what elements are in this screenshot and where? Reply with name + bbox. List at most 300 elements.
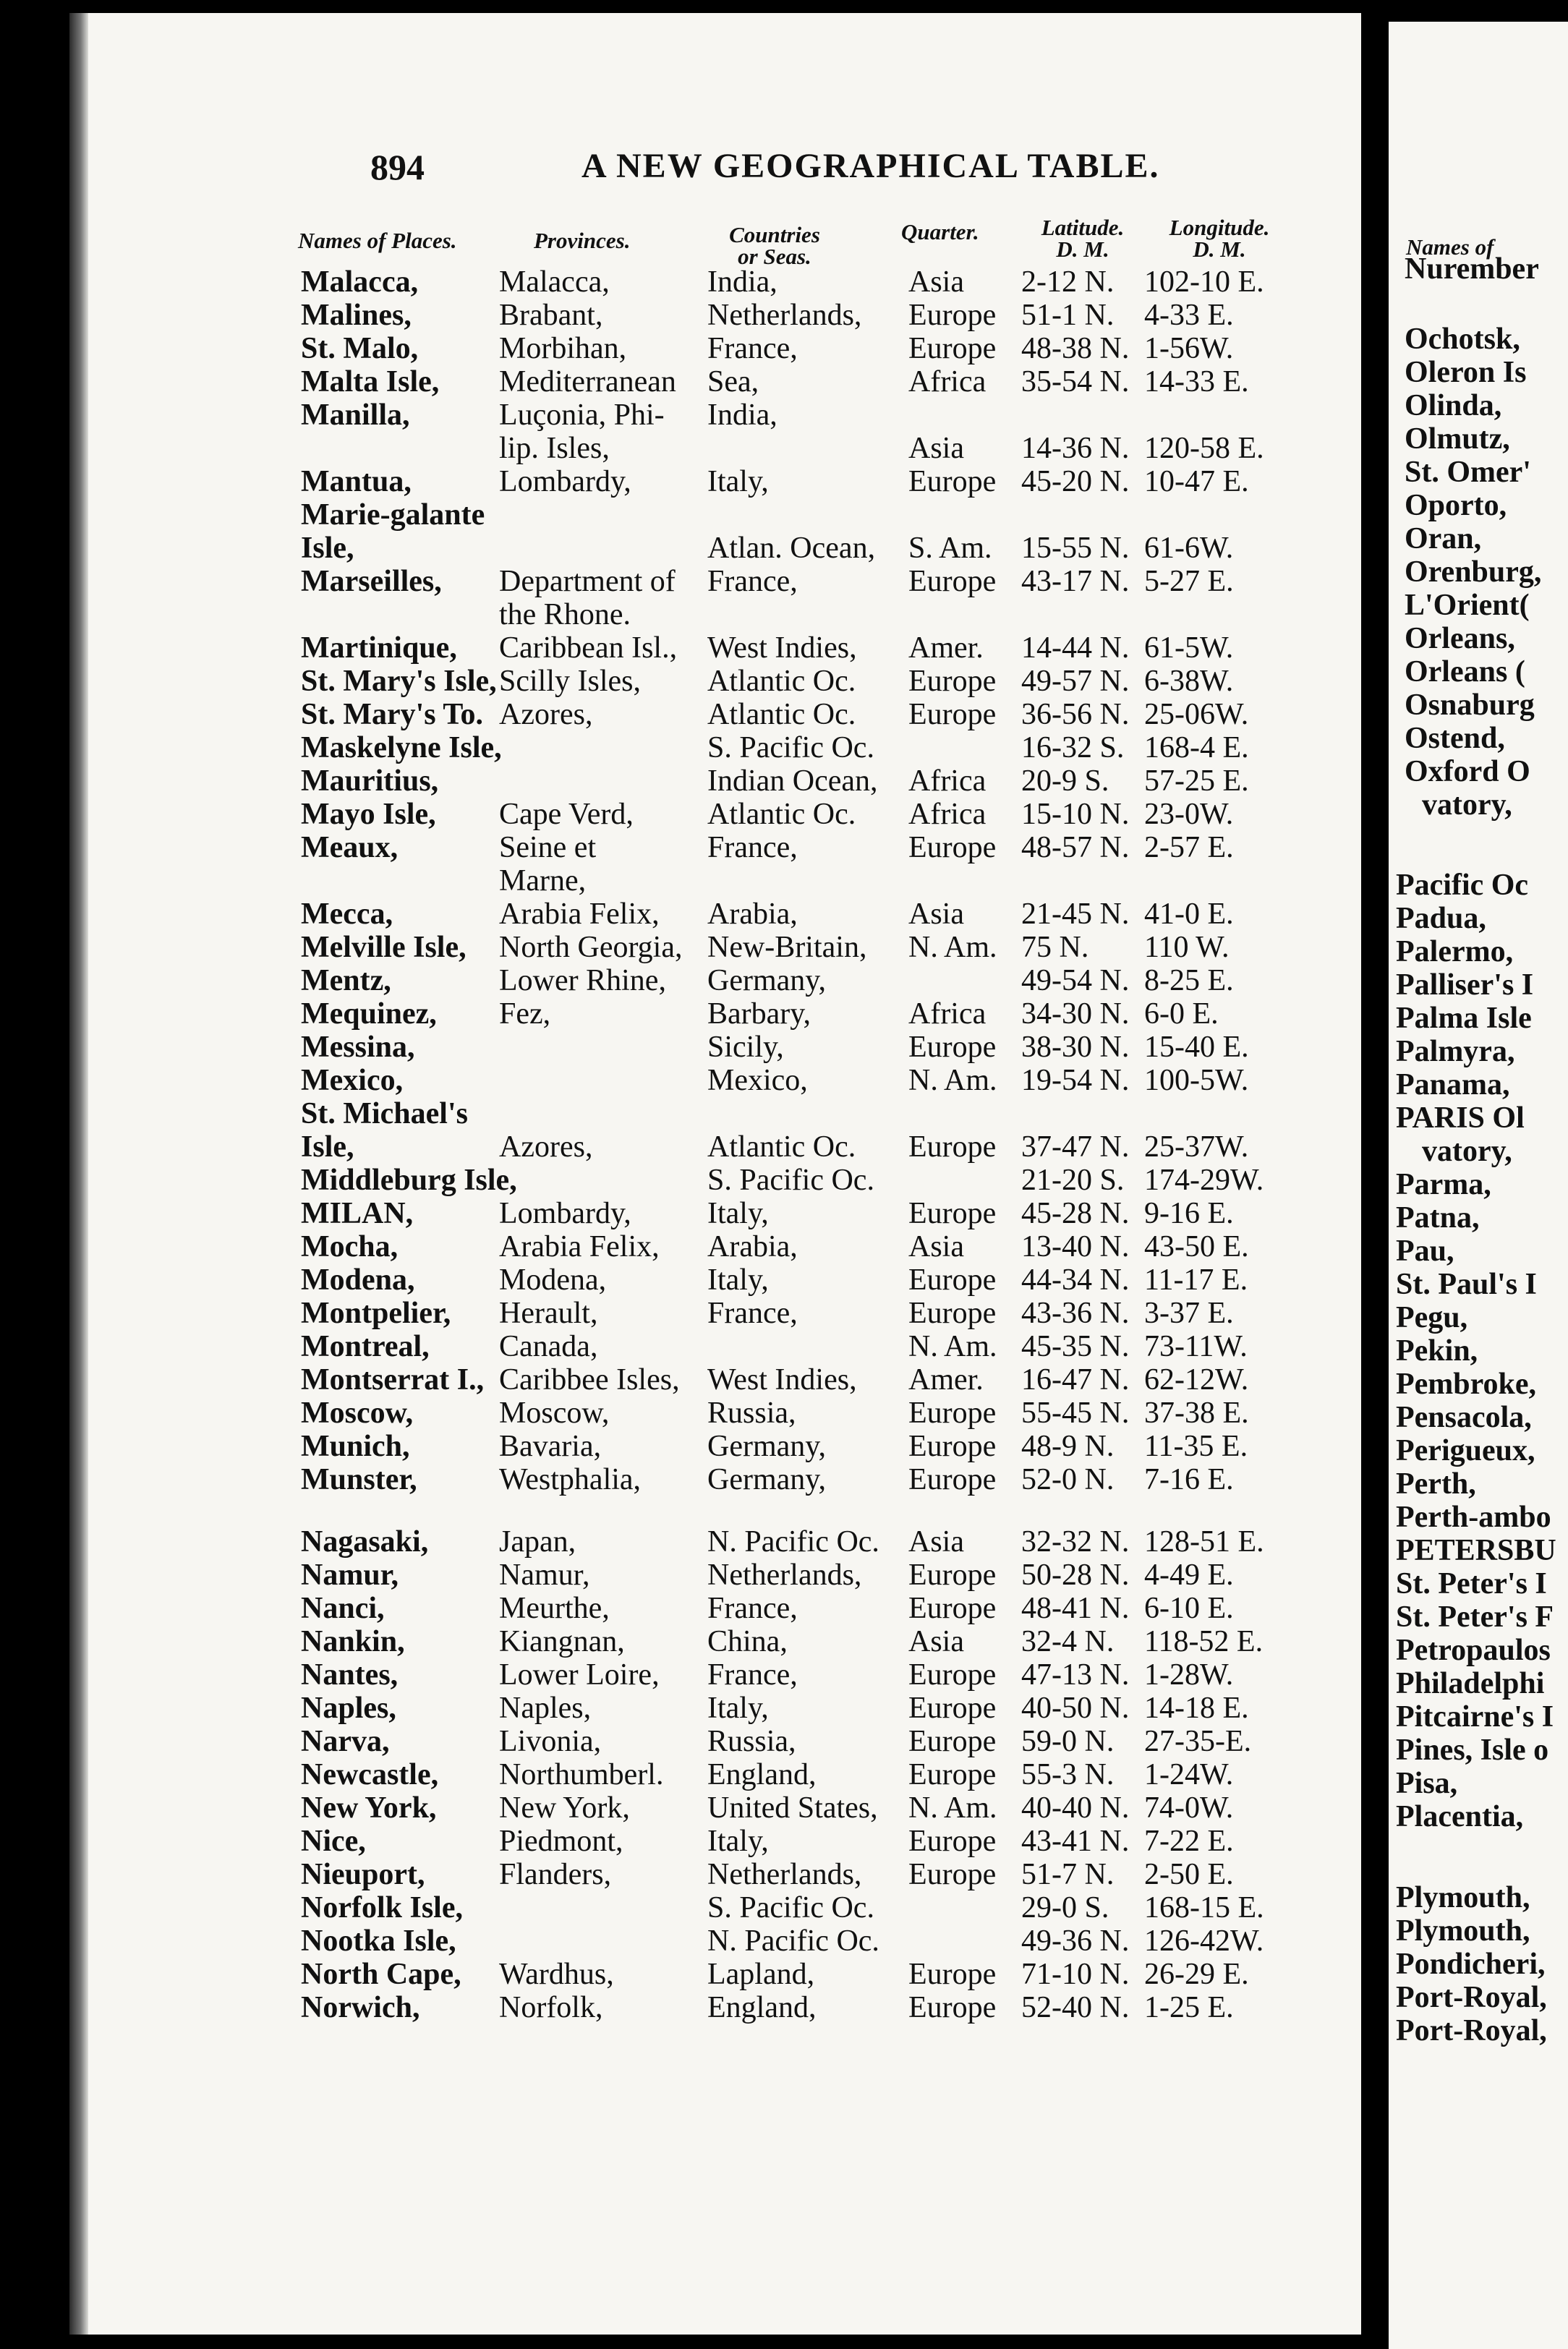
facing-page-entry: Orenburg, [1405,555,1542,589]
latitude: 20-9 S. [1021,764,1109,798]
longitude: 62-12W. [1144,1363,1249,1397]
table-row [69,1658,1361,1692]
quarter: Asia [908,1625,964,1658]
table-row [69,1096,1361,1131]
latitude: 15-55 N. [1021,532,1130,565]
place-name: Marseilles, [301,565,442,598]
facing-page-entry: Patna, [1396,1201,1480,1235]
province: Lower Loire, [499,1658,660,1692]
country-or-sea: France, [707,831,798,864]
country-or-sea: Sicily, [707,1031,784,1064]
country-or-sea: Barbary, [707,997,811,1031]
table-row [69,897,1361,932]
country-or-sea: S. Pacific Oc. [707,1164,874,1197]
country-or-sea: France, [707,1592,798,1625]
longitude: 41-0 E. [1144,898,1234,931]
quarter: N. Am. [908,1330,997,1363]
longitude: 110 W. [1144,931,1230,964]
longitude: 14-18 E. [1144,1692,1249,1725]
longitude: 4-49 E. [1144,1559,1234,1592]
province: Modena, [499,1263,607,1297]
province: Mediterranean [499,365,676,398]
latitude: 14-36 N. [1021,432,1130,465]
facing-page-entry: Perigueux, [1396,1434,1535,1467]
longitude: 2-50 E. [1144,1858,1234,1891]
place-name: Malta Isle, [301,365,440,398]
facing-page-entry: Pondicheri, [1396,1948,1546,1981]
latitude: 15-10 N. [1021,798,1130,831]
facing-page-entry: vatory, [1422,788,1512,822]
place-name: Marie-galante [301,498,485,532]
table-row [69,1396,1361,1431]
facing-page-entry: Petropaulos [1396,1634,1551,1667]
facing-page-entry: Padua, [1396,902,1486,935]
longitude: 73-11W. [1144,1330,1248,1363]
country-or-sea: S. Pacific Oc. [707,731,874,764]
facing-page-entry: Pembroke, [1396,1368,1537,1401]
table-row [69,1924,1361,1958]
country-or-sea: China, [707,1625,788,1658]
quarter: Asia [908,898,964,931]
place-name: Norwich, [301,1991,420,2024]
facing-page-entry: Palliser's I [1396,968,1534,1002]
latitude: 52-0 N. [1021,1463,1115,1496]
province: Azores, [499,698,593,731]
longitude: 23-0W. [1144,798,1234,831]
facing-page-entry: Pensacola, [1396,1401,1532,1434]
latitude: 45-35 N. [1021,1330,1130,1363]
place-name: Nieuport, [301,1858,425,1891]
country-or-sea: Lapland, [707,1958,815,1991]
province: Westphalia, [499,1463,642,1496]
province: Arabia Felix, [499,1230,660,1263]
place-name: St. Michael's [301,1097,468,1130]
place-name: Narva, [301,1725,390,1758]
latitude: 48-57 N. [1021,831,1130,864]
facing-page-entry: Olinda, [1405,389,1502,422]
quarter: Europe [908,1958,997,1991]
facing-page-entry: Perth, [1396,1467,1476,1501]
facing-page-entry: Port-Royal, [1396,1981,1547,2014]
province: Morbihan, [499,332,627,365]
province: New York, [499,1791,630,1825]
latitude: 13-40 N. [1021,1230,1130,1263]
province: Malacca, [499,265,610,299]
table-row [69,1558,1361,1593]
country-or-sea: Netherlands, [707,1858,862,1891]
quarter: Europe [908,1397,997,1430]
quarter: Europe [908,465,997,498]
province: Scilly Isles, [499,665,641,698]
place-name: North Cape, [301,1958,461,1991]
place-name: Manilla, [301,398,410,432]
place-name: Nanci, [301,1592,385,1625]
place-name: Mocha, [301,1230,399,1263]
latitude: 47-13 N. [1021,1658,1130,1692]
province: Caribbee Isles, [499,1363,680,1397]
facing-page-entry: St. Peter's I [1396,1567,1547,1600]
table-row [69,1691,1361,1726]
quarter: Amer. [908,1363,984,1397]
facing-page-entry: Osnaburg [1405,688,1535,722]
quarter: Europe [908,1130,997,1164]
country-or-sea: N. Pacific Oc. [707,1924,879,1958]
longitude: 168-4 E. [1144,731,1249,764]
longitude: 1-56W. [1144,332,1234,365]
longitude: 11-35 E. [1144,1430,1248,1463]
place-name: St. Mary's To. [301,698,484,731]
country-or-sea: Atlantic Oc. [707,665,856,698]
province: Canada, [499,1330,598,1363]
facing-page-entry: Pitcairne's I [1396,1700,1554,1734]
country-or-sea: France, [707,1297,798,1330]
province: Livonia, [499,1725,602,1758]
facing-page-entry: Parma, [1396,1168,1491,1201]
table-row [69,1063,1361,1098]
province: Northumberl. [499,1758,664,1791]
longitude: 37-38 E. [1144,1397,1249,1430]
latitude: 2-12 N. [1021,265,1115,299]
latitude: 75 N. [1021,931,1089,964]
province: Flanders, [499,1858,612,1891]
table-row [69,997,1361,1031]
page-number: 894 [370,147,425,187]
longitude: 10-47 E. [1144,465,1249,498]
col-header-names: Names of Places. [298,228,457,253]
province: Japan, [499,1525,576,1559]
facing-page-entry: Palmyra, [1396,1035,1515,1068]
place-name: Namur, [301,1559,399,1592]
facing-page-entry: Oleron Is [1405,356,1527,389]
latitude: 35-54 N. [1021,365,1130,398]
latitude: 32-4 N. [1021,1625,1115,1658]
place-name: Nice, [301,1825,366,1858]
table-row [69,730,1361,765]
latitude: 34-30 N. [1021,997,1130,1031]
place-name: Moscow, [301,1397,414,1430]
facing-page [1389,22,1568,2349]
country-or-sea: United States, [707,1791,878,1825]
longitude: 2-57 E. [1144,831,1234,864]
quarter: Europe [908,1197,997,1230]
table-row [69,1824,1361,1859]
longitude: 1-24W. [1144,1758,1234,1791]
place-name: St. Malo, [301,332,419,365]
place-name: New York, [301,1791,437,1825]
quarter: N. Am. [908,931,997,964]
country-or-sea: West Indies, [707,1363,857,1397]
province: Kiangnan, [499,1625,625,1658]
facing-page-entry: Oporto, [1405,489,1507,522]
facing-page-entry: Pekin, [1396,1334,1478,1368]
quarter: S. Am. [908,532,992,565]
facing-page-entry: Placentia, [1396,1800,1524,1833]
table-row [69,1363,1361,1397]
quarter: Europe [908,1658,997,1692]
place-name: Malines, [301,299,412,332]
place-name: Montreal, [301,1330,430,1363]
latitude: 50-28 N. [1021,1559,1130,1592]
table-row [69,531,1361,566]
facing-page-entry: Pegu, [1396,1301,1468,1334]
latitude: 19-54 N. [1021,1064,1130,1097]
longitude: 8-25 E. [1144,964,1234,997]
country-or-sea: Netherlands, [707,1559,862,1592]
longitude: 102-10 E. [1144,265,1264,299]
place-name: Nankin, [301,1625,405,1658]
longitude: 61-6W. [1144,532,1234,565]
quarter: Europe [908,299,997,332]
province: Bavaria, [499,1430,602,1463]
country-or-sea: Italy, [707,1263,769,1297]
table-row [69,1429,1361,1464]
country-or-sea: Germany, [707,1430,827,1463]
place-name: Mantua, [301,465,412,498]
table-row [69,1130,1361,1164]
country-or-sea: Russia, [707,1397,796,1430]
table-row [69,1791,1361,1825]
place-name: Melville Isle, [301,931,466,964]
table-row [69,597,1361,632]
country-or-sea: Italy, [707,1197,769,1230]
latitude: 29-0 S. [1021,1891,1109,1924]
province: Meurthe, [499,1592,610,1625]
province: lip. Isles, [499,432,610,465]
province: Seine et [499,831,597,864]
table-row [69,1591,1361,1626]
latitude: 55-45 N. [1021,1397,1130,1430]
province: Piedmont, [499,1825,623,1858]
country-or-sea: Atlantic Oc. [707,1130,856,1164]
country-or-sea: Mexico, [707,1064,808,1097]
table-row [69,331,1361,366]
place-name: Mentz, [301,964,391,997]
province: Marne, [499,864,587,898]
longitude: 61-5W. [1144,631,1234,665]
longitude: 1-28W. [1144,1658,1234,1692]
col-header-longitude: Longitude. D. M. [1169,215,1270,262]
quarter: Europe [908,1430,997,1463]
table-row [69,564,1361,599]
table-row [69,1857,1361,1892]
country-or-sea: France, [707,1658,798,1692]
latitude: 21-45 N. [1021,898,1130,931]
latitude: 49-57 N. [1021,665,1130,698]
table-row [69,697,1361,732]
table-row [69,631,1361,665]
longitude: 27-35-E. [1144,1725,1252,1758]
quarter: Europe [908,1297,997,1330]
facing-page-entry: Pacific Oc [1396,869,1529,902]
table-row [69,464,1361,499]
facing-page-entry: PETERSBU [1396,1534,1556,1567]
table-row [69,1757,1361,1792]
province: Luçonia, Phi- [499,398,665,432]
longitude: 7-16 E. [1144,1463,1234,1496]
longitude: 118-52 E. [1144,1625,1264,1658]
place-name: Mauritius, [301,764,439,798]
province: Namur, [499,1559,590,1592]
quarter: Europe [908,1725,997,1758]
longitude: 9-16 E. [1144,1197,1234,1230]
country-or-sea: Atlantic Oc. [707,698,856,731]
table-row [69,1296,1361,1331]
table-row [69,764,1361,798]
col-header-provinces: Provinces. [534,228,631,253]
country-or-sea: Italy, [707,1692,769,1725]
quarter: Africa [908,764,987,798]
place-name: Isle, [301,1130,354,1164]
place-name: MILAN, [301,1197,414,1230]
table-row [69,1957,1361,1992]
quarter: Europe [908,1263,997,1297]
latitude: 38-30 N. [1021,1031,1130,1064]
country-or-sea: Netherlands, [707,299,862,332]
place-name: Nantes, [301,1658,399,1692]
country-or-sea: Sea, [707,365,759,398]
province: Norfolk, [499,1991,603,2024]
col-header-countries: Countries or Seas. [729,222,820,269]
latitude: 49-54 N. [1021,964,1130,997]
latitude: 43-17 N. [1021,565,1130,598]
country-or-sea: England, [707,1991,817,2024]
province: Moscow, [499,1397,610,1430]
longitude: 25-37W. [1144,1130,1249,1164]
longitude: 57-25 E. [1144,764,1249,798]
country-or-sea: Italy, [707,465,769,498]
province: Herault, [499,1297,598,1330]
place-name: Mayo Isle, [301,798,436,831]
place-name: Meaux, [301,831,399,864]
place-name: Isle, [301,532,354,565]
facing-page-entry: St. Omer' [1405,456,1531,489]
running-title: A NEW GEOGRAPHICAL TABLE. [581,147,1160,185]
quarter: N. Am. [908,1064,997,1097]
province: North Georgia, [499,931,683,964]
latitude: 45-28 N. [1021,1197,1130,1230]
latitude: 14-44 N. [1021,631,1130,665]
country-or-sea: Arabia, [707,1230,798,1263]
table-row [69,1462,1361,1497]
facing-page-entry: St. Paul's I [1396,1268,1537,1301]
latitude: 51-7 N. [1021,1858,1115,1891]
facing-page-entry: Port-Royal, [1396,2014,1547,2047]
latitude: 37-47 N. [1021,1130,1130,1164]
country-or-sea: Atlantic Oc. [707,798,856,831]
country-or-sea: France, [707,332,798,365]
longitude: 168-15 E. [1144,1891,1264,1924]
place-name: Maskelyne Isle, [301,731,502,764]
place-name: Nootka Isle, [301,1924,456,1958]
place-name: Mexico, [301,1064,404,1097]
facing-page-entry: Ostend, [1405,722,1505,755]
col-header-latitude: Latitude. D. M. [1041,215,1125,262]
longitude: 14-33 E. [1144,365,1249,398]
place-name: Mequinez, [301,997,437,1031]
place-name: Middleburg Isle, [301,1164,517,1197]
country-or-sea: France, [707,565,798,598]
country-or-sea: India, [707,265,777,299]
latitude: 40-50 N. [1021,1692,1130,1725]
country-or-sea: Arabia, [707,898,798,931]
latitude: 43-36 N. [1021,1297,1130,1330]
table-row [69,1624,1361,1659]
country-or-sea: Germany, [707,964,827,997]
latitude: 16-32 S. [1021,731,1125,764]
latitude: 40-40 N. [1021,1791,1130,1825]
table-row [69,431,1361,466]
quarter: Asia [908,1230,964,1263]
quarter: Africa [908,365,987,398]
longitude: 15-40 E. [1144,1031,1249,1064]
longitude: 3-37 E. [1144,1297,1234,1330]
latitude: 43-41 N. [1021,1825,1130,1858]
longitude: 6-38W. [1144,665,1234,698]
place-name: Malacca, [301,265,419,299]
longitude: 5-27 E. [1144,565,1234,598]
place-name: Mecca, [301,898,393,931]
longitude: 174-29W. [1144,1164,1264,1197]
facing-page-entry: Pau, [1396,1235,1454,1268]
longitude: 11-17 E. [1144,1263,1248,1297]
place-name: St. Mary's Isle, [301,665,497,698]
province: Azores, [499,1130,593,1164]
latitude: 36-56 N. [1021,698,1130,731]
longitude: 6-0 E. [1144,997,1219,1031]
quarter: Europe [908,1825,997,1858]
table-row [69,1329,1361,1364]
country-or-sea: Italy, [707,1825,769,1858]
latitude: 49-36 N. [1021,1924,1130,1958]
table-row [69,1263,1361,1297]
longitude: 126-42W. [1144,1924,1264,1958]
country-or-sea: New-Britain, [707,931,867,964]
province: Wardhus, [499,1958,614,1991]
facing-page-entry: Palma Isle [1396,1002,1532,1035]
facing-page-entry: Orleans, [1405,622,1515,655]
quarter: Europe [908,1592,997,1625]
quarter: Amer. [908,631,984,665]
facing-page-entry: Olmutz, [1405,422,1510,456]
latitude: 44-34 N. [1021,1263,1130,1297]
col-header-quarter: Quarter. [901,219,979,244]
longitude: 26-29 E. [1144,1958,1249,1991]
table-row [69,830,1361,865]
country-or-sea: S. Pacific Oc. [707,1891,874,1924]
province: Arabia Felix, [499,898,660,931]
latitude: 52-40 N. [1021,1991,1130,2024]
quarter: Europe [908,831,997,864]
longitude: 43-50 E. [1144,1230,1249,1263]
quarter: Europe [908,698,997,731]
table-row [69,298,1361,333]
table-row [69,963,1361,998]
facing-page-entry: Oxford O [1405,755,1530,788]
quarter: Europe [908,665,997,698]
province: Lower Rhine, [499,964,666,997]
table-row [69,1724,1361,1759]
facing-page-entry: Pisa, [1396,1767,1458,1800]
country-or-sea: N. Pacific Oc. [707,1525,879,1559]
place-name: Munich, [301,1430,410,1463]
facing-page-entry: St. Peter's F [1396,1600,1554,1634]
longitude: 25-06W. [1144,698,1249,731]
quarter: Europe [908,332,997,365]
longitude: 1-25 E. [1144,1991,1234,2024]
province: Lombardy, [499,1197,631,1230]
latitude: 55-3 N. [1021,1758,1115,1791]
place-name: Norfolk Isle, [301,1891,463,1924]
